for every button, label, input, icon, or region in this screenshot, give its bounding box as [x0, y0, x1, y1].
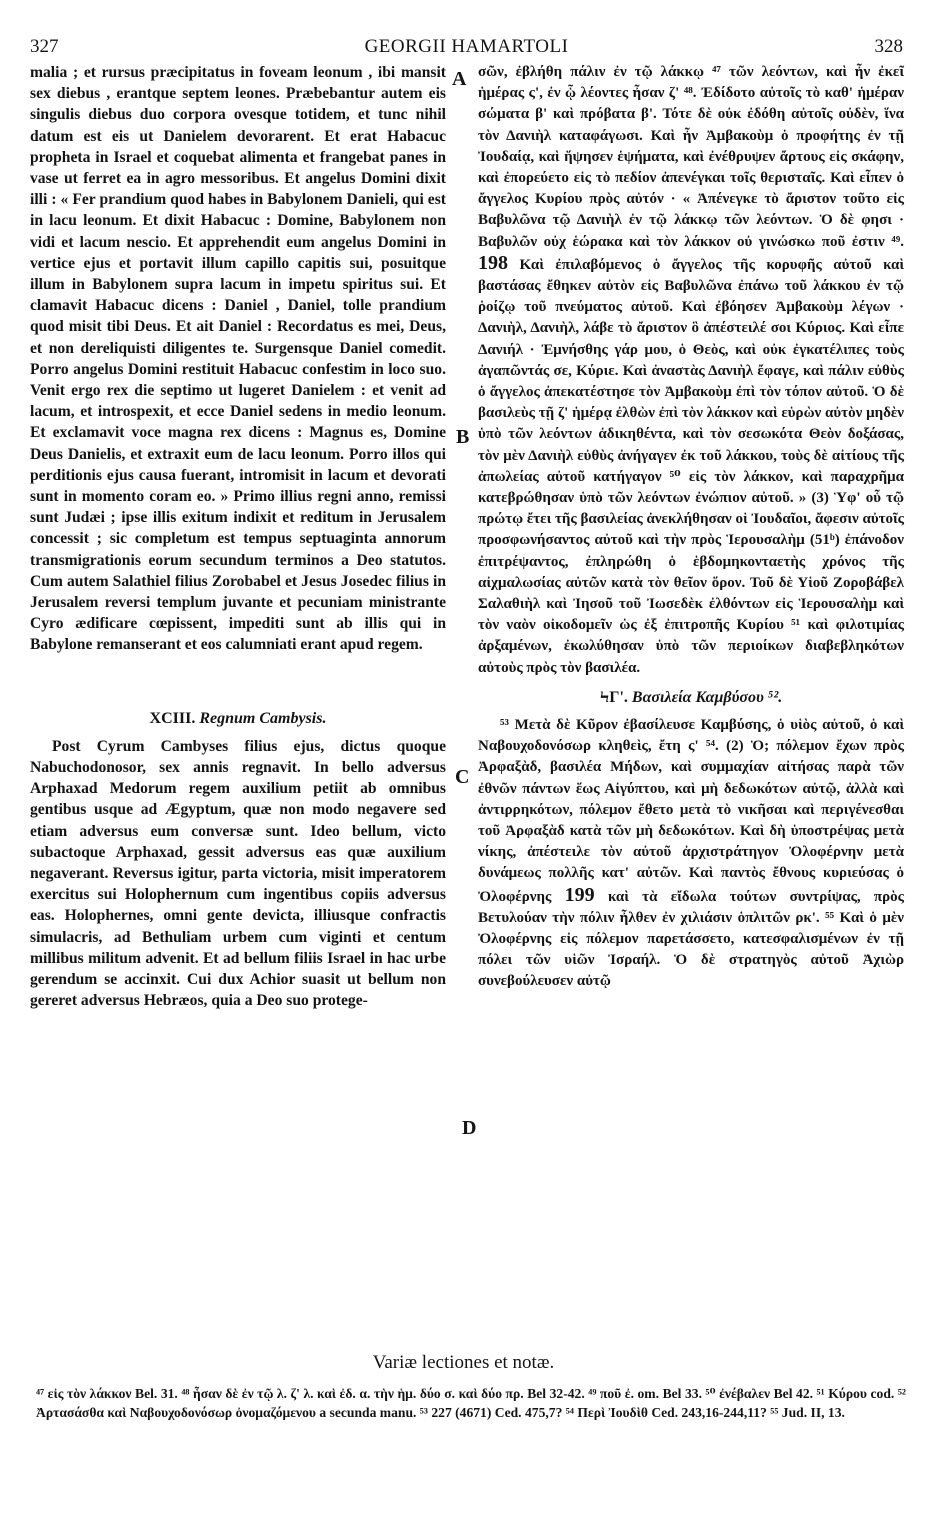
- latin-section-heading: [30, 708, 446, 730]
- greek-text-2b: καὶ τὰ εἴδωλα τούτων συντρίψας, πρὸς Βετυλούαν τὴν πόλιν ἦλθεν ἐν χιλιάσιν ὁπλιτῶν ρκ'. ⁵⁵ Καὶ ὁ μὲν Ὀλοφέρνης εἰς πόλεμον παρετάσσετο, κατεσφαλισμένων ἐν τῇ πόλει τῶν υἱῶν Ἰσραήλ. Ὁ δὲ στρατηγὸς αὐτοῦ Ἀχιὼρ συνεβούλευσεν αὐτῷ: [478, 888, 905, 990]
- greek-paragraph-2: [478, 715, 904, 993]
- greek-text-2a: ⁵³ Μετὰ δὲ Κῦρον ἐβασίλευσε Καμβύσης, ὁ υἱὸς αὐτοῦ, ὁ καὶ Ναβουχοδονόσωρ κληθεὶς, ἔτη ς' ⁵⁴. (2) Ὁ; πόλεμον ἔχων πρὸς Ἀρφαξὰδ, βασιλέα Μήδων, καὶ συμμαχίαν αἰτήσας παρὰ τῶν ἐθνῶν πάντων ἕως Αἰγύπτου, καὶ μὴ δεδωκότων αὐτῷ, ἀλλὰ καὶ ἀντιρρηκότων, πόλεμον ἔθετο μετὰ τὸ νικῆσαι καὶ περιγένεσθαι τοῦ Ἀρφαξὰδ κατὰ τῶν μὴ δεδωκότων. Καὶ δὴ ὑποστρέψας μετὰ νίκης, ἀπέστειλε τὸν αὐτοῦ ἀρχιστράτηγον Ὀλοφέρνην μετὰ δυνάμεως πολλῆς κατ' αὐτῶν. Καὶ παντὸς ἔθνους κυριεύσας ὁ Ὀλοφέρνης: [478, 716, 904, 905]
- margin-letter-d: D: [462, 1117, 477, 1139]
- notes-text: ⁴⁷ εἰς τὸν λάκκον Bel. 31. ⁴⁸ ἦσαν δὲ ἐν τῷ λ. ζ' λ. καὶ ἐδ. α. τὴν ἡμ. δύο σ. καὶ δύο πρ. Bel 32-42. ⁴⁹ ποῦ ἐ. om. Bel 33. ⁵⁰ ἐνέβαλεν Bel 42. ⁵¹ Κύρου cod. ⁵² Ἀρτασάσθα καὶ Ναβουχοδονόσωρ ὀνομαζόμενου a secunda manu. ⁵³ 227 (4671) Ced. 475,7? ⁵⁴ Περὶ Ἰουδὶθ Ced. 243,16-244,11? ⁵⁵ Jud. II, 13.: [36, 1386, 906, 1420]
- greek-heading-number: ϞΓ'.: [599, 688, 628, 706]
- latin-column: [30, 62, 446, 1011]
- page-header: [30, 36, 903, 60]
- latin-heading-title: Regnum Cambysis.: [199, 709, 327, 727]
- latin-heading-number: XCIII.: [149, 709, 196, 727]
- greek-paragraph-1: [478, 62, 904, 679]
- greek-text-1b: Καὶ ἐπιλαβόμενος ὁ ἄγγελος τῆς κορυφῆς αὐτοῦ καὶ βαστάσας ἔθηκεν αὐτὸν εἰς Βαβυλῶνα ἐπάνω τοῦ λάκκου ἐν τῷ ῥοίζῳ τοῦ πνεύματος αὐτοῦ. Καὶ ἐβόησεν Ἀμβακοὺμ λέγων · Δανιὴλ, Δανιὴλ, λάβε τὸ ἄριστον ὃ ἀπέστειλέ σοι Κύριος. Καὶ εἶπε Δανιήλ · Ἐμνήσθης γάρ μου, ὁ Θεὸς, καὶ οὐκ ἐγκατέλιπες τοὺς ἀγαπῶντάς σε, Κύριε. Καὶ ἀναστὰς Δανιὴλ ἔφαγε, καὶ πάλιν εὐθὺς ὁ ἄγγελος ἀπεκατέστησε τὸν Ἀμβακοὺμ ἐπὶ τὸν τόπον αὐτοῦ. Ὁ δὲ βασιλεὺς τῇ ζ' ἡμέρᾳ ἐλθὼν ἐπὶ τὸν λάκκον καὶ εὑρὼν αὐτὸν μηδὲν ὑπὸ τῶν λεόντων ἀδικηθέντα, καὶ τὸν σεσωκότα Θεὸν δοξάσας, τὸν μὲν Δανιὴλ εὐθὺς ἀνήγαγεν ἐκ τοῦ λάκκου, τοὺς δὲ αἰτίους τῆς ἀπωλείας αὐτοῦ κατήγαγον ⁵⁰ εἰς τὸν λάκκον, καὶ παραχρῆμα κατεβρώθησαν ὑπὸ τῶν λεόντων ἐνώπιον αὐτοῦ. » (3) Ὑφ' οὗ τῷ πρώτῳ ἔτει τῆς βασιλείας ἀνεκλήθησαν οἱ Ἰουδαῖοι, ἄφεσιν αὐτοῖς προσφωνήσαντος αὐτοῦ καὶ τὴν πρὸς Ἱερουσαλὴμ (51ᵇ) ἐπάνοδον ἐπιτρέψαντος, ἐπληρώθη ὁ ἑβδομηκονταετὴς χρόνος τῆς αἰχμαλωσίας αὐτῶν κατὰ τὸν θεῖον ὅρον. Τοῦ δὲ Υἱοῦ Ζοροβάβελ Σαλαθιὴλ καὶ Ἰησοῦ τοῦ Ἰωσεδὲκ ἐλθόντων εἰς Ἱερουσαλὴμ καὶ τὸν ναὸν οἰκοδομεῖν ὡς ἐξ ἐπιτροπῆς Κυρίου ⁵¹ καὶ φιλοτιμίας ἀρξαμένων, ἐκωλύθησαν ὑπὸ τῶν περιοίκων διαβεβληκότων αὐτοὺς πρὸς τὸν βασιλέα.: [478, 256, 905, 676]
- latin-paragraph-1: malia ; et rursus præcipitatus in foveam leonum , ibi mansit sex diebus , erantque septem leones. Præbebantur autem eis singulis diebus duo corpora ovesque totidem, et tunc nihil datum est eis ut Danielem devorarent. Et erat Habacuc propheta in Israel et coquebat alimenta et frangebat panes in vase ut ferret ea in agro messoribus. Et angelus Domini dixit illi : « Fer prandium quod habes in Babylonem Danieli, qui est in lacu leonum. Et dixit Habacuc : Domine, Babylonem non vidi et lacum nescio. Et apprehendit eum angelus Domini in vertice ejus et portavit illum capillo capitis sui, posuitque illum in Babylonem supra lacum in impetu spiritus sui. Et clamavit Habacuc dicens : Daniel , Daniel, tolle prandium quod misit tibi Deus. Et ait Daniel : Recordatus es mei, Deus, et non dereliquisti diligentes te. Surgensque Daniel comedit. Porro angelus Domini restituit Habacuc confestim in loco suo. Venit ergo rex die septimo ut lugeret Danielem : et venit ad lacum, et introspexit, et ecce Daniel sedens in medio leonum. Et exclamavit voce magna rex dicens : Magnus es, Domine Deus Danielis, et extraxit eum de lacu leonum. Porro illos qui perditionis ejus causa fuerant, intromisit in lacum et devorati sunt in momento coram eo. » Primo illius regni anno, remissi sunt Judæi ; ipse illis exitum indixit et reditum in Jerusalem concessit ; sic completum est tempus septuaginta annorum transmigrationis eorum secundum terminos a Deo statutos. Cum autem Salathiel filius Zorobabel et Jesus Josedec filius in Jerusalem reversi templum juvante et pecuniam ministrante Cyro ædificare cœpissent, impediti sunt ab illis qui in Babylone remanserant et eos calumniati erant apud regem.: [30, 64, 446, 654]
- running-title: GEORGII HAMARTOLI: [364, 36, 569, 57]
- column-marker-198: 198: [478, 251, 508, 274]
- greek-heading-title: Βασιλεία Καμβύσου ⁵².: [631, 688, 783, 706]
- page-number-right: 328: [874, 36, 903, 57]
- margin-letter-a: A: [452, 68, 467, 90]
- greek-text-1a: σῶν, ἐβλήθη πάλιν ἐν τῷ λάκκῳ ⁴⁷ τῶν λεόντων, καὶ ἦν ἐκεῖ ἡμέρας ς', ἐν ᾧ λέοντες ἦσαν ζ' ⁴⁸. Ἐδίδοτο αὐτοῖς τὸ καθ' ἡμέραν σώματα β' καὶ πρόβατα β'. Τότε δὲ οὐκ ἐδόθη αὐτοῖς οὐδὲν, ἵνα τὸν Δανιὴλ καταφάγωσι. Καὶ ἦν Ἀμβακοὺμ ὁ προφήτης ἐν τῇ Ἰουδαίᾳ, καὶ ἥψησεν ἑψήματα, καὶ ἐνέθρυψεν ἄρτους εἰς σκάφην, καὶ ἐπορεύετο εἰς τὸ πεδίον ἀπενέγκαι τοῖς θερισταῖς. Καὶ εἶπεν ὁ ἄγγελος Κυρίου πρὸς αὐτόν · « Ἀπένεγκε τὸ ἄριστον τοῦτο εἰς Βαβυλῶνα τῷ Δανιὴλ ἐν τῷ λάκκῳ τῶν λεόντων. Ὁ δὲ φησι · Βαβυλῶν οὐχ ἑώρακα καὶ τὸν λάκκον οὐ γινώσκω ποῦ ἐστιν ⁴⁹.: [478, 64, 904, 250]
- margin-letter-b: B: [456, 426, 470, 448]
- column-marker-199: 199: [564, 883, 595, 906]
- latin-paragraph-2: Post Cyrum Cambyses filius ejus, dictus quoque Nabuchodonosor, sex annis regnavit. In bello adversus Arphaxad Medorum regem auxilium petiit ab omnibus gentibus usque ad Ægyptum, quæ non modo negavere sed etiam adversus eum conversæ sunt. Ideo bellum, victo subactoque Arphaxad, gessit adversus eas quæ auxilium negaverant. Reversus igitur, parta victoria, misit imperatorem exercitus sui Holophernum cum ingentibus copiis adversus eas. Holophernes, omni gente devicta, illiusque confractis simulacris, ad Bethuliam urbem cum viginti et centum millibus militum advenit. Et ad bellum filiis Israel in hac urbe gerendum se accinxit. Cui dux Achior suasit ut bellum non gereret adversus Hebræos, quia a Deo suo protege-: [30, 737, 446, 1010]
- margin-letter-c: C: [455, 766, 470, 788]
- greek-column: [478, 62, 904, 993]
- greek-section-heading: [478, 687, 904, 709]
- page-number-left: 327: [30, 36, 59, 57]
- notes-title: Variæ lectiones et notæ.: [372, 1352, 555, 1373]
